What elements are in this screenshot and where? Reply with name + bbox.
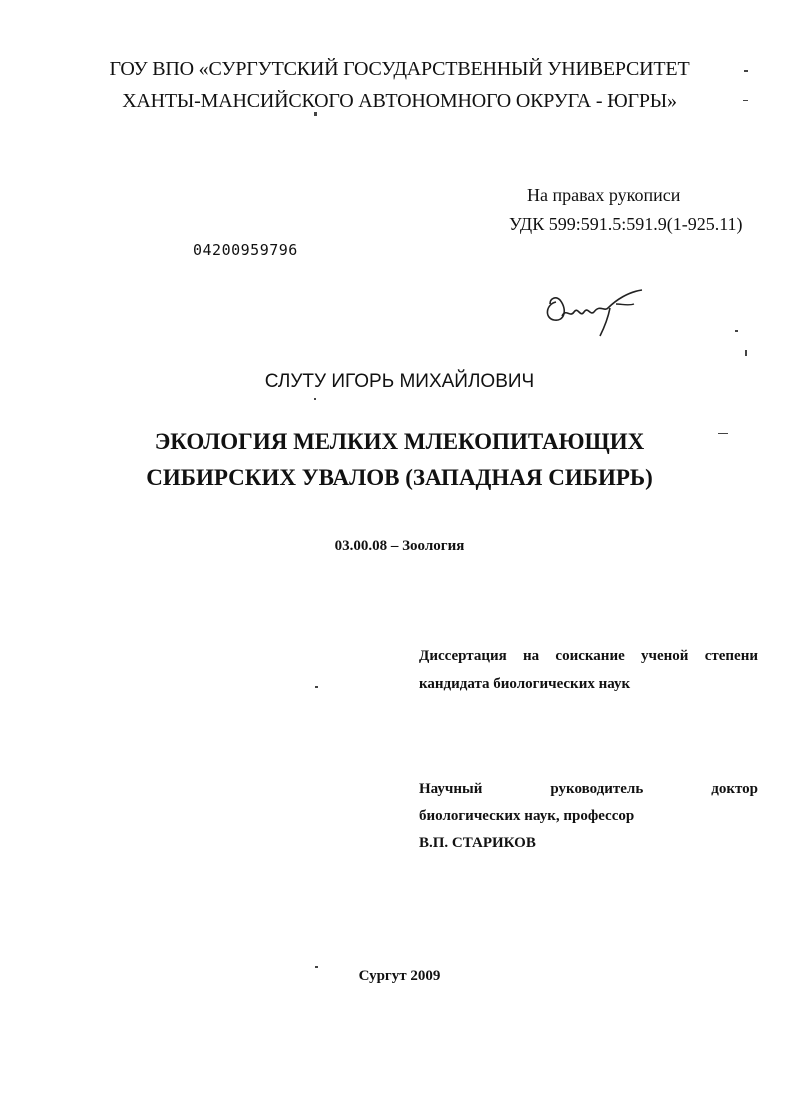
scan-speck	[745, 350, 747, 356]
scan-speck	[735, 330, 738, 332]
document-number: 04200959796	[193, 241, 298, 259]
manuscript-note: На правах рукописи	[527, 185, 681, 205]
supervisor-name: В.П. СТАРИКОВ	[419, 835, 536, 851]
udc-code: УДК 599:591.5:591.9(1-925.11)	[509, 214, 743, 234]
scan-speck	[315, 966, 318, 968]
specialty: 03.00.08 – Зоология	[334, 538, 465, 554]
institution-line-1: ГОУ ВПО «СУРГУТСКИЙ ГОСУДАРСТВЕННЫЙ УНИВЕРСИТЕТ	[109, 58, 690, 80]
scan-speck	[315, 686, 318, 688]
author-name: СЛУТУ ИГОРЬ МИХАЙЛОВИЧ	[264, 371, 535, 392]
title-line-2: СИБИРСКИХ УВАЛОВ (ЗАПАДНАЯ СИБИРЬ)	[146, 465, 653, 490]
scan-speck	[743, 100, 748, 101]
supervisor-line-2: биологических наук, профессор	[419, 808, 635, 824]
institution-line-2: ХАНТЫ-МАНСИЙСКОГО АВТОНОМНОГО ОКРУГА - ЮГРЫ»	[122, 90, 677, 112]
scan-speck	[314, 398, 316, 400]
signature-mark	[538, 282, 648, 342]
place-year: Сургут 2009	[358, 968, 441, 984]
scan-speck	[718, 433, 728, 434]
dissertation-line-2: кандидата биологических наук	[419, 676, 631, 692]
dissertation-line-1: Диссертация на соискание ученой степени	[419, 648, 758, 664]
scan-speck	[314, 112, 317, 116]
title-line-1: ЭКОЛОГИЯ МЕЛКИХ МЛЕКОПИТАЮЩИХ	[154, 429, 645, 454]
supervisor-line-1: Научный руководитель доктор	[419, 781, 758, 797]
scan-speck	[744, 70, 748, 72]
